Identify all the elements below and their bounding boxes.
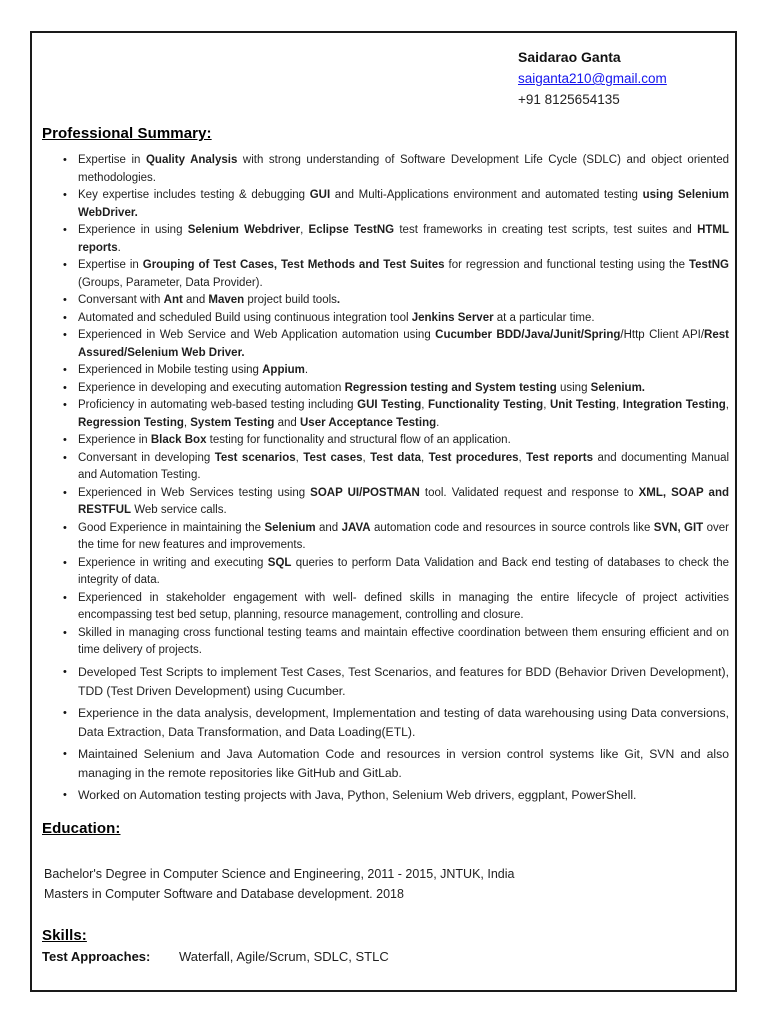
- summary-bullet: • Experience in writing and executing SQL queries to perform Data Validation and Back end testing of databases to check the integrity of data.: [78, 555, 729, 590]
- education-line: Bachelor's Degree in Computer Science and Engineering, 2011 - 2015, JNTUK, India: [44, 866, 515, 881]
- summary-bullet: • Experience in developing and executing automation Regression testing and System testing using Selenium.: [78, 380, 729, 398]
- summary-bullet: • Expertise in Grouping of Test Cases, Test Methods and Test Suites for regression and functional testing using the TestNG (Groups, Parameter, Data Provider).: [78, 257, 729, 292]
- education-line: Masters in Computer Software and Database development. 2018: [44, 886, 404, 901]
- skills-row: [42, 947, 735, 967]
- email-link[interactable]: saiganta210@gmail.com: [518, 71, 667, 86]
- summary-bullet: • Experienced in Web Services testing using SOAP UI/POSTMAN tool. Validated request and response to XML, SOAP and RESTFUL Web service calls.: [78, 485, 729, 520]
- summary-bullet: • Proficiency in automating web-based testing including GUI Testing, Functionality Testing, Unit Testing, Integration Testing, Regression Testing, System Testing and User Acceptance Testing.: [78, 397, 729, 432]
- contact-block: [518, 47, 735, 110]
- summary-bullet: • Conversant in developing Test scenarios, Test cases, Test data, Test procedures, Test reports and documenting Manual and Automation Testing.: [78, 450, 729, 485]
- summary-list: [32, 152, 735, 805]
- summary-bullet: • Conversant with Ant and Maven project build tools.: [78, 292, 729, 310]
- section-title-professional-summary: Professional Summary:: [42, 125, 212, 142]
- skills-label: Test Approaches:: [42, 948, 151, 964]
- contact-email-row: [518, 68, 735, 89]
- summary-bullet: • Skilled in managing cross functional testing teams and maintain effective coordination between them ensuring efficient and on time delivery of projects.: [78, 625, 729, 660]
- section-title-education: Education:: [42, 819, 121, 837]
- summary-bullet: • Experience in using Selenium Webdriver, Eclipse TestNG test frameworks in creating test scripts, test suites and HTML reports.: [78, 222, 729, 257]
- summary-bullet: • Good Experience in maintaining the Selenium and JAVA automation code and resources in source controls like SVN, GIT over the time for new features and improvements.: [78, 520, 729, 555]
- summary-bullet: • Experience in the data analysis, development, Implementation and testing of data warehousing using Data conversions, Data Extraction, Data Transformation, and Data Loading(ETL).: [78, 704, 729, 742]
- summary-bullet: • Expertise in Quality Analysis with strong understanding of Software Development Life Cycle (SDLC) and object oriented methodologies.: [78, 152, 729, 187]
- contact-name: Saidarao Ganta: [518, 49, 621, 65]
- summary-bullet: • Maintained Selenium and Java Automation Code and resources in version control systems like Git, SVN and also managing in the remote repositories like GitHub and GitLab.: [78, 745, 729, 783]
- contact-phone: +91 8125654135: [518, 92, 620, 107]
- summary-bullet: • Developed Test Scripts to implement Test Cases, Test Scenarios, and features for BDD (Behavior Driven Development), TDD (Test Driven Development) using Cucumber.: [78, 663, 729, 701]
- section-title-skills: Skills:: [42, 926, 87, 944]
- skills-value: Waterfall, Agile/Scrum, SDLC, STLC: [179, 948, 389, 964]
- resume-page: [30, 31, 737, 992]
- summary-bullet: • Experience in Black Box testing for functionality and structural flow of an application.: [78, 432, 729, 450]
- summary-bullet: • Worked on Automation testing projects with Java, Python, Selenium Web drivers, eggplant, PowerShell.: [78, 786, 729, 805]
- summary-bullet: • Automated and scheduled Build using continuous integration tool Jenkins Server at a particular time.: [78, 310, 729, 328]
- summary-bullet: • Experienced in stakeholder engagement with well- defined skills in managing the entire lifecycle of project activities encompassing test bed setup, planning, resource management, controlling and closure.: [78, 590, 729, 625]
- summary-bullet: • Key expertise includes testing & debugging GUI and Multi-Applications environment and automated testing using Selenium WebDriver.: [78, 187, 729, 222]
- summary-bullet: • Experienced in Mobile testing using Appium.: [78, 362, 729, 380]
- summary-bullet: • Experienced in Web Service and Web Application automation using Cucumber BDD/Java/Junit/Spring/Http Client API/Rest Assured/Selenium Web Driver.: [78, 327, 729, 362]
- education-lines: [44, 864, 735, 904]
